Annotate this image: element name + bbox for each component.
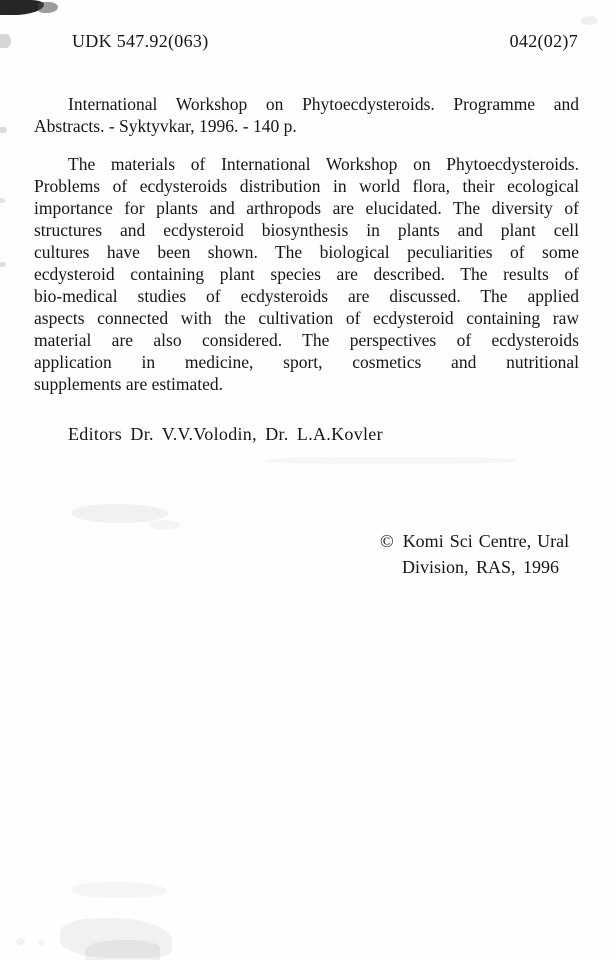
abstract-line: structures and ecdysteroid biosynthesis in plants and plant cell <box>34 220 579 240</box>
scan-artifact-streak <box>265 457 515 464</box>
scan-artifact-top-left <box>0 0 44 15</box>
scan-artifact-left-edge <box>0 198 5 203</box>
scan-artifact-bottom-left <box>85 940 160 960</box>
scan-artifact-bottom-left <box>38 940 45 946</box>
abstract-line: supplements are estimated. <box>34 374 224 394</box>
editors-line: Editors Dr. V.V.Volodin, Dr. L.A.Kovler <box>68 424 383 444</box>
abstract-line: aspects connected with the cultivation of ecdysteroid containing raw <box>34 308 579 328</box>
scan-artifact-bottom-left <box>16 938 25 945</box>
classification-code: 042(02)7 <box>509 31 578 51</box>
copyright-block <box>380 528 585 580</box>
scan-artifact-bottom-left <box>60 918 172 958</box>
abstract-line: bio-medical studies of ecdysteroids are discussed. The applied <box>34 286 579 306</box>
abstract-line: importance for plants and arthropods are elucidated. The diversity of <box>34 198 579 218</box>
abstract-block <box>34 153 579 395</box>
header-row <box>72 30 578 52</box>
abstract-line: The materials of International Workshop on Phytoecdysteroids. <box>68 154 579 174</box>
abstract-line: cultures have been shown. The biological peculiarities of some <box>34 242 579 262</box>
scan-artifact-top-left <box>38 2 58 13</box>
udk-number: UDK 547.92(063) <box>72 31 209 51</box>
abstract-line: ecdysteroid containing plant species are described. The results of <box>34 264 579 284</box>
scan-artifact-smudge <box>150 520 180 530</box>
citation-block <box>34 93 579 137</box>
scan-artifact-bottom-left <box>72 882 167 898</box>
scan-artifact-left-edge <box>0 127 7 133</box>
copyright-line <box>380 528 585 554</box>
scan-artifact-left-edge <box>0 262 6 267</box>
scan-artifact-left-edge <box>0 34 11 48</box>
citation-line: International Workshop on Phytoecdysteroids. Programme and <box>68 94 579 114</box>
abstract-line: application in medicine, sport, cosmetics and nutritional <box>34 352 579 372</box>
abstract-line: Problems of ecdysteroids distribution in world flora, their ecological <box>34 176 579 196</box>
scan-artifact-smudge <box>72 504 168 523</box>
citation-line: Abstracts. - Syktyvkar, 1996. - 140 p. <box>34 116 297 136</box>
abstract-line: material are also considered. The perspectives of ecdysteroids <box>34 330 579 350</box>
copyright-line: Division, RAS, 1996 <box>402 557 560 577</box>
copyright-symbol: © <box>380 531 394 551</box>
copyright-holder: Komi Sci Centre, Ural <box>402 531 570 551</box>
scan-artifact-top-right <box>581 16 598 25</box>
